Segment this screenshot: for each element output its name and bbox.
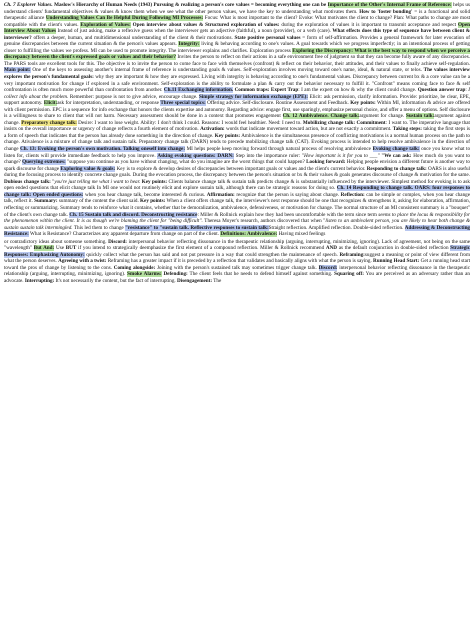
text-run: What effects does this type of sequence have between client & interviewer? bbox=[4, 28, 471, 41]
text-run: you're just telling me what i want to hear. bbox=[54, 178, 142, 185]
highlighted-heading: Ch.11 Exchanging information. bbox=[163, 87, 234, 94]
text-run: Key is to explore & develop desires of discrepancies between important goals or values and the client's current behavior. bbox=[115, 165, 367, 172]
text-run: can be simple or complex, when you hear change talk, reflect it. bbox=[4, 191, 471, 205]
text-run: Reframing: bbox=[339, 251, 365, 258]
text-run: The values interview explores the person's fundamental goals: bbox=[4, 67, 470, 81]
text-run: listen to an ambivalent person, you are likely to hear both change & sustain sustain talk intermingled. bbox=[4, 218, 470, 231]
highlighted-heading: Main point: bbox=[4, 67, 31, 74]
text-run: Pursuing & realizing a person's core values = becoming everything one can be bbox=[153, 2, 328, 8]
text-run: Key points: bbox=[214, 132, 241, 139]
text-run: interpersonal behavior reflecting dissonance in the therapeutic relationship (arguing, interrupting, minimizing, ignoring). Lack of agreement, not being on the same "wavelength" bbox=[4, 238, 470, 252]
text-run: Open interview about values & Structured exploration of values: bbox=[130, 21, 282, 28]
text-run: Ch. 7 Explorer Values. bbox=[4, 2, 55, 8]
text-run: Dubious change talk: bbox=[4, 178, 51, 185]
text-run: Desire: I want to lose weight. Ability: I don't think I could. Reasons: I would feel healthier. Need: I need to. bbox=[76, 119, 303, 126]
text-run: Invites the person to reflect on their actions in a safe environment free of judgment so that they can become fully aware of any discrepancies. The PARS tools are excellent tools for this. The objective is to invite the person to come face to face with themselves (confront) & reflect on their behavior, their attitudes, and their values to finally achieve self-regulation. bbox=[4, 54, 470, 67]
text-run: words that indicate movement toward action, but are not exactly a commitment. bbox=[224, 126, 393, 133]
text-run: Get a running head start toward the pros of change by listening to the cons. bbox=[4, 258, 471, 271]
highlighted-heading: Integrity: bbox=[178, 41, 200, 48]
text-run: What is Resistance? Characterizes any apparent departure from change on part of the client. bbox=[28, 231, 221, 238]
highlighted-heading: Strategic Responses: Emphasizing Autonomy: bbox=[4, 245, 470, 258]
text-run: How to 'foster bonding' bbox=[359, 8, 415, 15]
text-run: = is a functional and solid therapeutic alliance bbox=[4, 8, 471, 22]
highlighted-heading: Exploring the Discrepancy: What is the best way to respond when we perceive a discrepancy between the client's expressed goals or values and their behavior? bbox=[4, 47, 470, 61]
text-run: Looking forward: bbox=[306, 159, 346, 166]
text-run: helps us understand clients' fundamental objectives & values & know them when we see what the other person values, we have the key to understanding what motivates them. bbox=[4, 2, 470, 15]
paragraph-continuation bbox=[4, 239, 470, 285]
text-run: Maslow's Hierarchy of Human Needs (1943) bbox=[54, 2, 154, 8]
highlighted-heading: Asking evoking questions: DARN: bbox=[157, 152, 234, 159]
text-run: recognize that the person is saying about change. bbox=[234, 191, 341, 198]
highlighted-heading: Discord: bbox=[318, 264, 338, 271]
highlighted-heading: Simple strategy for information exchange (EPE): bbox=[199, 93, 308, 100]
text-run: when you hear change talk, become interested & curious. bbox=[83, 191, 207, 198]
text-run: Disengagement: bbox=[176, 277, 213, 284]
text-run: Straight reflection. Amplified reflection. Double-sided reflection. bbox=[268, 224, 405, 231]
text-run: : I want to. The imperative language that insists on the overall importance or urgency of change reflects a fourth element of motivation. bbox=[4, 119, 470, 133]
text-run: BUT bbox=[65, 245, 77, 252]
text-run: interpersonal behavior reflecting dissonance in the therapeutic relationship (arguing, interrupting, minimizing, ignoring). bbox=[4, 264, 471, 278]
text-run: Helping people envision a different future is another way to spark discourse for change bbox=[4, 159, 470, 172]
highlighted-heading: Elicit: bbox=[43, 100, 58, 107]
highlighted-heading: Sustain talk: bbox=[405, 113, 435, 120]
text-run: Within MI, information & advice are offered with client permission. EPC is a sequence for info exchange that honors the clients expertise and autonomy. Regarding advice: engage first, use sparingly, emphasize personal choice, and offer a menu of options. Self disclosure is a willingness to share to client that will not harm. Necessary assessment should be done in a context that promotes engagement bbox=[4, 100, 470, 120]
highlighted-heading: Definitions: Ambivalence: bbox=[220, 231, 278, 238]
text-run: seems to place the locus & responsibility for the phenomenon within the client. It is as though we're blaming the client for "being difficult". bbox=[4, 211, 470, 225]
text-run: Agreeing with a twist: bbox=[58, 258, 107, 265]
text-run: Theresa Moyer's research, authors discovered that when " bbox=[202, 218, 326, 225]
text-run: Squaring off: bbox=[334, 271, 364, 278]
text-run: Having mixed feelings bbox=[277, 231, 326, 238]
highlighted-heading: Open Interview About Values bbox=[4, 21, 470, 35]
highlighted-heading: Ch. 14 Responding to change talk. OARS: four responses to change talk: Open ended questions: bbox=[4, 185, 470, 198]
text-run: as the default conjunction in double-sided reflection bbox=[337, 245, 451, 252]
text-run: : bbox=[465, 87, 469, 94]
text-run: Ambivalence is the simultaneous presence of conflicting motivations is a normal human process on the path to change. Ativalence is a mixture of change talk and sustain talk. Preparatory change talk (DARN) tends to precede mobilizing change talk (CAT). Evoking process is intended to help resolve ambivalence in the direction of change bbox=[4, 132, 470, 153]
text-run: ask for interpretation, understanding, or response bbox=[57, 100, 161, 107]
text-run: Summary: bbox=[34, 198, 58, 205]
text-run: summary of the content the client said. bbox=[57, 198, 141, 205]
text-run: When a client offers change talk, the interviewer's next response should be one that recognizes & strengthens it, asking for elaboration, affirmation, reflecting or summarizing. Summary tends to reinforce what it contains, whether that be demoralization, ambivalence, defensiveness, or motivation for change. The normal structure of an MI consistent summary is a "bouquet" of the client's own change talk. bbox=[4, 198, 471, 218]
highlighted-heading: Importance of the Other's Internal Frame of Reference: bbox=[327, 2, 452, 8]
text-run: State positive personal values bbox=[234, 34, 301, 41]
text-run: Activation: bbox=[200, 126, 225, 133]
text-run: One of the keys to assessing another's internal frame of reference is understanding goals & values. Self-exploration involves moving toward one's name, ideal, & natural state, or telos. bbox=[30, 67, 424, 74]
text-run: Defending: bbox=[163, 271, 188, 278]
text-run: or contradictory ideas about someone something. bbox=[4, 238, 109, 245]
text-run: Reframing has a greater impact if it is preceded by a reflection that validates and basically aligns with what the person is saying. bbox=[106, 258, 374, 265]
text-run: Affirmation: bbox=[206, 191, 235, 198]
text-run: offers a deeper, human, and multidimensional understanding of the client & their motivations. bbox=[33, 34, 235, 41]
text-run: : I am the expert on how & why the client could change. bbox=[298, 87, 418, 94]
highlighted-heading: Querying extremes: bbox=[22, 159, 66, 166]
highlighted-heading: Ch. 15 Sustain talk and discord. Deconstructing resistance bbox=[69, 211, 198, 218]
text-run: "How important is it for you to ___" bbox=[301, 152, 380, 159]
text-run: : Miller & Rollnick explain how they had been uncomfortable with the term since term bbox=[197, 211, 379, 218]
text-run: Mobilizing change talk: Commitment bbox=[302, 119, 386, 126]
highlighted-heading: Addressing & Deconstructing Resistance: bbox=[4, 224, 470, 238]
text-run: " bbox=[50, 178, 55, 185]
text-run: It's not necessarily the content, but the fact of interrupting. bbox=[54, 277, 177, 284]
text-run: "suppose you continue as you have without changing, what do you imagine are the worst things that could happen? bbox=[65, 159, 307, 166]
text-run: The client feels that he needs to defend himself against something. bbox=[187, 271, 335, 278]
text-run: I collect info about the problem. bbox=[4, 87, 470, 100]
paragraph-main bbox=[4, 2, 470, 238]
text-run: This led them to change bbox=[72, 224, 126, 231]
text-run: Focus: What is most important to the client? Evoke: What motivates the client to change? Plan: What paths to change are most compatible with the client's values. bbox=[4, 15, 470, 28]
text-run: Key points: bbox=[141, 178, 168, 185]
highlighted-heading: "resistance" to "sustain talk. Reflective responses to sustain talk: bbox=[125, 224, 269, 231]
text-run: Coming alongside: bbox=[113, 264, 156, 271]
text-run: How much do you want to change? bbox=[4, 152, 470, 166]
text-run: Use bbox=[54, 245, 66, 252]
text-run: Clients balance change talk & sustain talk predicts change & is substantially influenced by the interviewer. Simplest method for evoking is to ask open ended questions that elicit change talk In MI one would not routinely elicit and explore sustain talk, although there can be strategic reasons for doing so. bbox=[4, 178, 471, 192]
text-run: argument against change. bbox=[4, 113, 471, 126]
highlighted-heading: Ch. 13: Evoking the person's own motivation. Talking oneself into change: bbox=[20, 146, 186, 153]
text-run: once you know what to listen for, clients will provide immediate feedback to help you improve. bbox=[4, 146, 471, 159]
text-run: Key points: bbox=[350, 100, 376, 107]
text-run: Reflection: bbox=[340, 191, 365, 198]
text-run: = form of self-affirmation. Provides a general framework for later evocation of genuine discrepancies between the current situation & the person's values appears. bbox=[4, 34, 470, 48]
text-run: Interrupting: bbox=[24, 277, 55, 284]
highlighted-heading: Smoke Alarms: bbox=[127, 271, 162, 278]
text-run: Remember: purpose is not to give advice, encourage change. bbox=[68, 93, 199, 100]
text-run: Elicit: ask permission, clarify information. Provide: prioritize, be clear, EPE, support autonomy. bbox=[4, 93, 470, 107]
text-run: taking the first steps is a form of speech that indicates that the person has already done something in the direction of change. bbox=[4, 126, 471, 139]
text-run: why they are important & how they are expressed. Living with integrity is behaving according to one's fundamental values. Discrepancy between current bx & a core value can be a very important motivation for change if explored in a safe environment. Self-exploration is the ability to formulate a plan & carry out the behavior necessary to fulfill it. "Confront" means coming face to face & self confrontation is often much more powerful than confrontation from another. bbox=[4, 74, 470, 94]
text-run: The bbox=[212, 277, 222, 284]
highlighted-heading: But And: bbox=[33, 245, 55, 252]
highlighted-heading: Three special topics: bbox=[160, 100, 206, 107]
text-run: "We can ask: bbox=[381, 152, 412, 159]
text-run: quickly collect what the person has said and not put pressure in a way that could strengthen the maintenance of speech. bbox=[84, 251, 340, 258]
text-run: AND bbox=[325, 245, 338, 252]
highlighted-heading: Exploration of Values: bbox=[80, 21, 131, 28]
text-run: Offering advice. Self-disclosure. Routine Assessment and Feedback. bbox=[205, 100, 351, 107]
text-run: Running Head Start: bbox=[373, 258, 420, 265]
text-run: MI helps people keep moving forward through natural process of resolving ambivalence bbox=[185, 146, 373, 153]
text-run: Joining with the person's sustained talk may sometimes trigger change talk. bbox=[155, 264, 319, 271]
text-run: Key points: bbox=[140, 198, 166, 205]
text-run: Discord: bbox=[108, 238, 128, 245]
text-run: if you intend to strategically deemphasize the first element of a compound reflection. Miller & Rollnick recommend bbox=[76, 245, 326, 252]
text-run: You are perceived as an adversary rather than an advocate. bbox=[4, 271, 470, 284]
text-run: OARS is also useful during the focusing process to identify concrete change goals. During the evocation process, the discrepancy between the person's situation or bx & their values & goals generates discourse of change & motivation for the same. bbox=[4, 165, 470, 179]
text-run: Common traps: Expert Trap bbox=[233, 87, 299, 94]
text-run: living & behaving according to one's values. A goal towards which we progress imperfectly; in an intentional process of getting closer to fulfilling the values we profess. MI can be used to promote integrity. The interviewer explains and clarifies. Exploration process bbox=[4, 41, 470, 54]
text-run: Responding to change talk: bbox=[366, 165, 427, 172]
text-run: Step into the importance ruler: bbox=[233, 152, 302, 159]
highlighted-heading: Preparatory change talk: bbox=[21, 119, 77, 126]
text-run: argument for change. bbox=[359, 113, 406, 120]
highlighted-heading: Understanding Values Can Be Helpful During Following MI Processes: bbox=[45, 15, 204, 22]
text-run: suggest a meaning or point of view different from what the person deserves. bbox=[4, 251, 470, 265]
text-run: Taking steps: bbox=[392, 126, 422, 133]
highlighted-heading: Evoking change talk: bbox=[372, 146, 420, 153]
highlighted-heading: Exploring value & goals: bbox=[60, 165, 116, 172]
text-run: during the exploration of values it is important to transmit acceptance and respect bbox=[281, 21, 458, 28]
text-run: Instead of just asking, make a reflexive guess when the interviewer gets an adjective (faithful), a noun (provider), or a verb (care). bbox=[55, 28, 333, 35]
text-run: Question answer trap bbox=[417, 87, 466, 94]
highlighted-heading: Ch. 12 Ambivalence. Change talk: bbox=[282, 113, 360, 120]
